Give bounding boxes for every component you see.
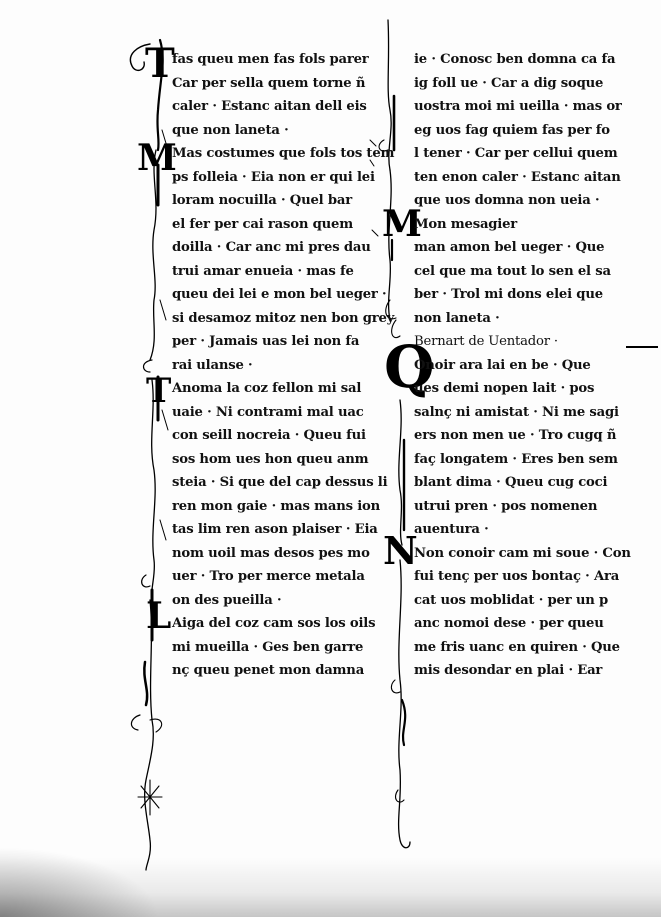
text-line: queu dei lei e mon bel ueger · (172, 287, 387, 302)
text-line: mis desondar en plai · Ear (414, 663, 603, 678)
text-line: sos hom ues hon queu anm (172, 451, 369, 467)
text-line: nom uoil mas desos pes mo (172, 545, 370, 561)
text-line: auentura · (414, 522, 489, 537)
text-line: uostra moi mi ueilla · mas or (414, 99, 622, 114)
text-line: cel que ma tout lo sen el sa (414, 263, 611, 279)
text-line: ie · Conosc ben domna ca fa (414, 52, 616, 67)
text-line: Non conoir cam mi soue · Con (414, 545, 631, 561)
text-line: non laneta · (414, 310, 500, 326)
text-line: Mon mesagier (414, 216, 518, 232)
rubric-heading: Bernart de Uentador · (414, 334, 558, 349)
right-text-column (414, 48, 631, 683)
text-line: Mas costumes que fols tos tem (172, 146, 395, 161)
initial-letter-t-2: T (146, 371, 172, 411)
text-line: Aiga del coz cam sos los oils (172, 616, 376, 631)
text-line: trui amar enueia · mas fe (172, 263, 354, 279)
text-line: l tener · Car per cellui quem (414, 146, 618, 161)
text-line: mi mueilla · Ges ben garre (172, 639, 364, 655)
text-line: ers non men ue · Tro cugq ñ (414, 428, 617, 443)
text-line: per · Jamais uas lei non fa (172, 334, 360, 349)
text-line: ten enon caler · Estanc aitan (414, 169, 621, 185)
text-line: tas lim ren ason plaiser · Eia (172, 522, 378, 537)
text-line: nç queu penet mon damna (172, 663, 365, 678)
initial-letter-l-1: L (146, 595, 172, 637)
text-line: man amon bel ueger · Que (414, 240, 605, 255)
text-line: ber · Trol mi dons elei que (414, 287, 603, 302)
text-line: uer · Tro per merce metala (172, 569, 365, 584)
text-line: uaie · Ni contrami mal uac (172, 404, 364, 420)
text-line: cat uos moblidat · per un p (414, 592, 609, 608)
left-text-column (172, 48, 395, 683)
text-line: que non laneta · (172, 122, 289, 138)
initial-letter-t-1: T (145, 40, 175, 87)
text-line: ren mon gaie · mas mans ion (172, 498, 380, 514)
text-line: rai ulanse · (172, 357, 253, 373)
initial-letter-q-decorated: Q (384, 333, 435, 401)
text-line: ps folleia · Eia non er qui lei (172, 169, 375, 185)
text-line: ues demi nopen lait · pos (414, 381, 595, 396)
text-line: doilla · Car anc mi pres dau (172, 240, 371, 255)
rubric-rule (626, 346, 658, 348)
text-line: utrui pren · pos nomenen (414, 498, 598, 514)
text-line: ig foll ue · Car a dig soque (414, 75, 604, 91)
text-line: el fer per cai rason quem (172, 216, 353, 232)
initial-letter-m-2: M (382, 203, 422, 245)
text-line: que uos domna non ueia · (414, 193, 600, 208)
text-line: fas queu men fas fols parer (172, 52, 369, 67)
initial-letter-n-1: N (383, 528, 418, 573)
text-line: eg uos fag quiem fas per fo (414, 122, 610, 138)
text-line: loram nocuilla · Quel bar (172, 193, 352, 208)
text-line: con seill nocreia · Queu fui (172, 428, 366, 443)
text-line: Car per sella quem torne ñ (172, 75, 366, 91)
text-line: salnç ni amistat · Ni me sagi (414, 404, 619, 420)
text-line: si desamoz mitoz nen bon grey (172, 310, 395, 326)
text-line: anc nomoi dese · per queu (414, 616, 604, 631)
text-line: steia · Si que del cap dessus li (172, 475, 388, 490)
text-line: fui tenç per uos bontaç · Ara (414, 569, 620, 584)
text-line: caler · Estanc aitan dell eis (172, 99, 367, 114)
text-line: Anoma la coz fellon mi sal (172, 381, 362, 396)
text-line: faç longatem · Eres ben sem (414, 451, 618, 467)
initial-letter-m-1: M (137, 137, 177, 179)
text-line: Onoir ara lai en be · Que (414, 357, 591, 373)
text-line: blant dima · Queu cug coci (414, 475, 608, 490)
page-corner-shadow (0, 847, 160, 917)
text-line: on des pueilla · (172, 592, 282, 608)
text-line: me fris uanc en quiren · Que (414, 639, 620, 655)
